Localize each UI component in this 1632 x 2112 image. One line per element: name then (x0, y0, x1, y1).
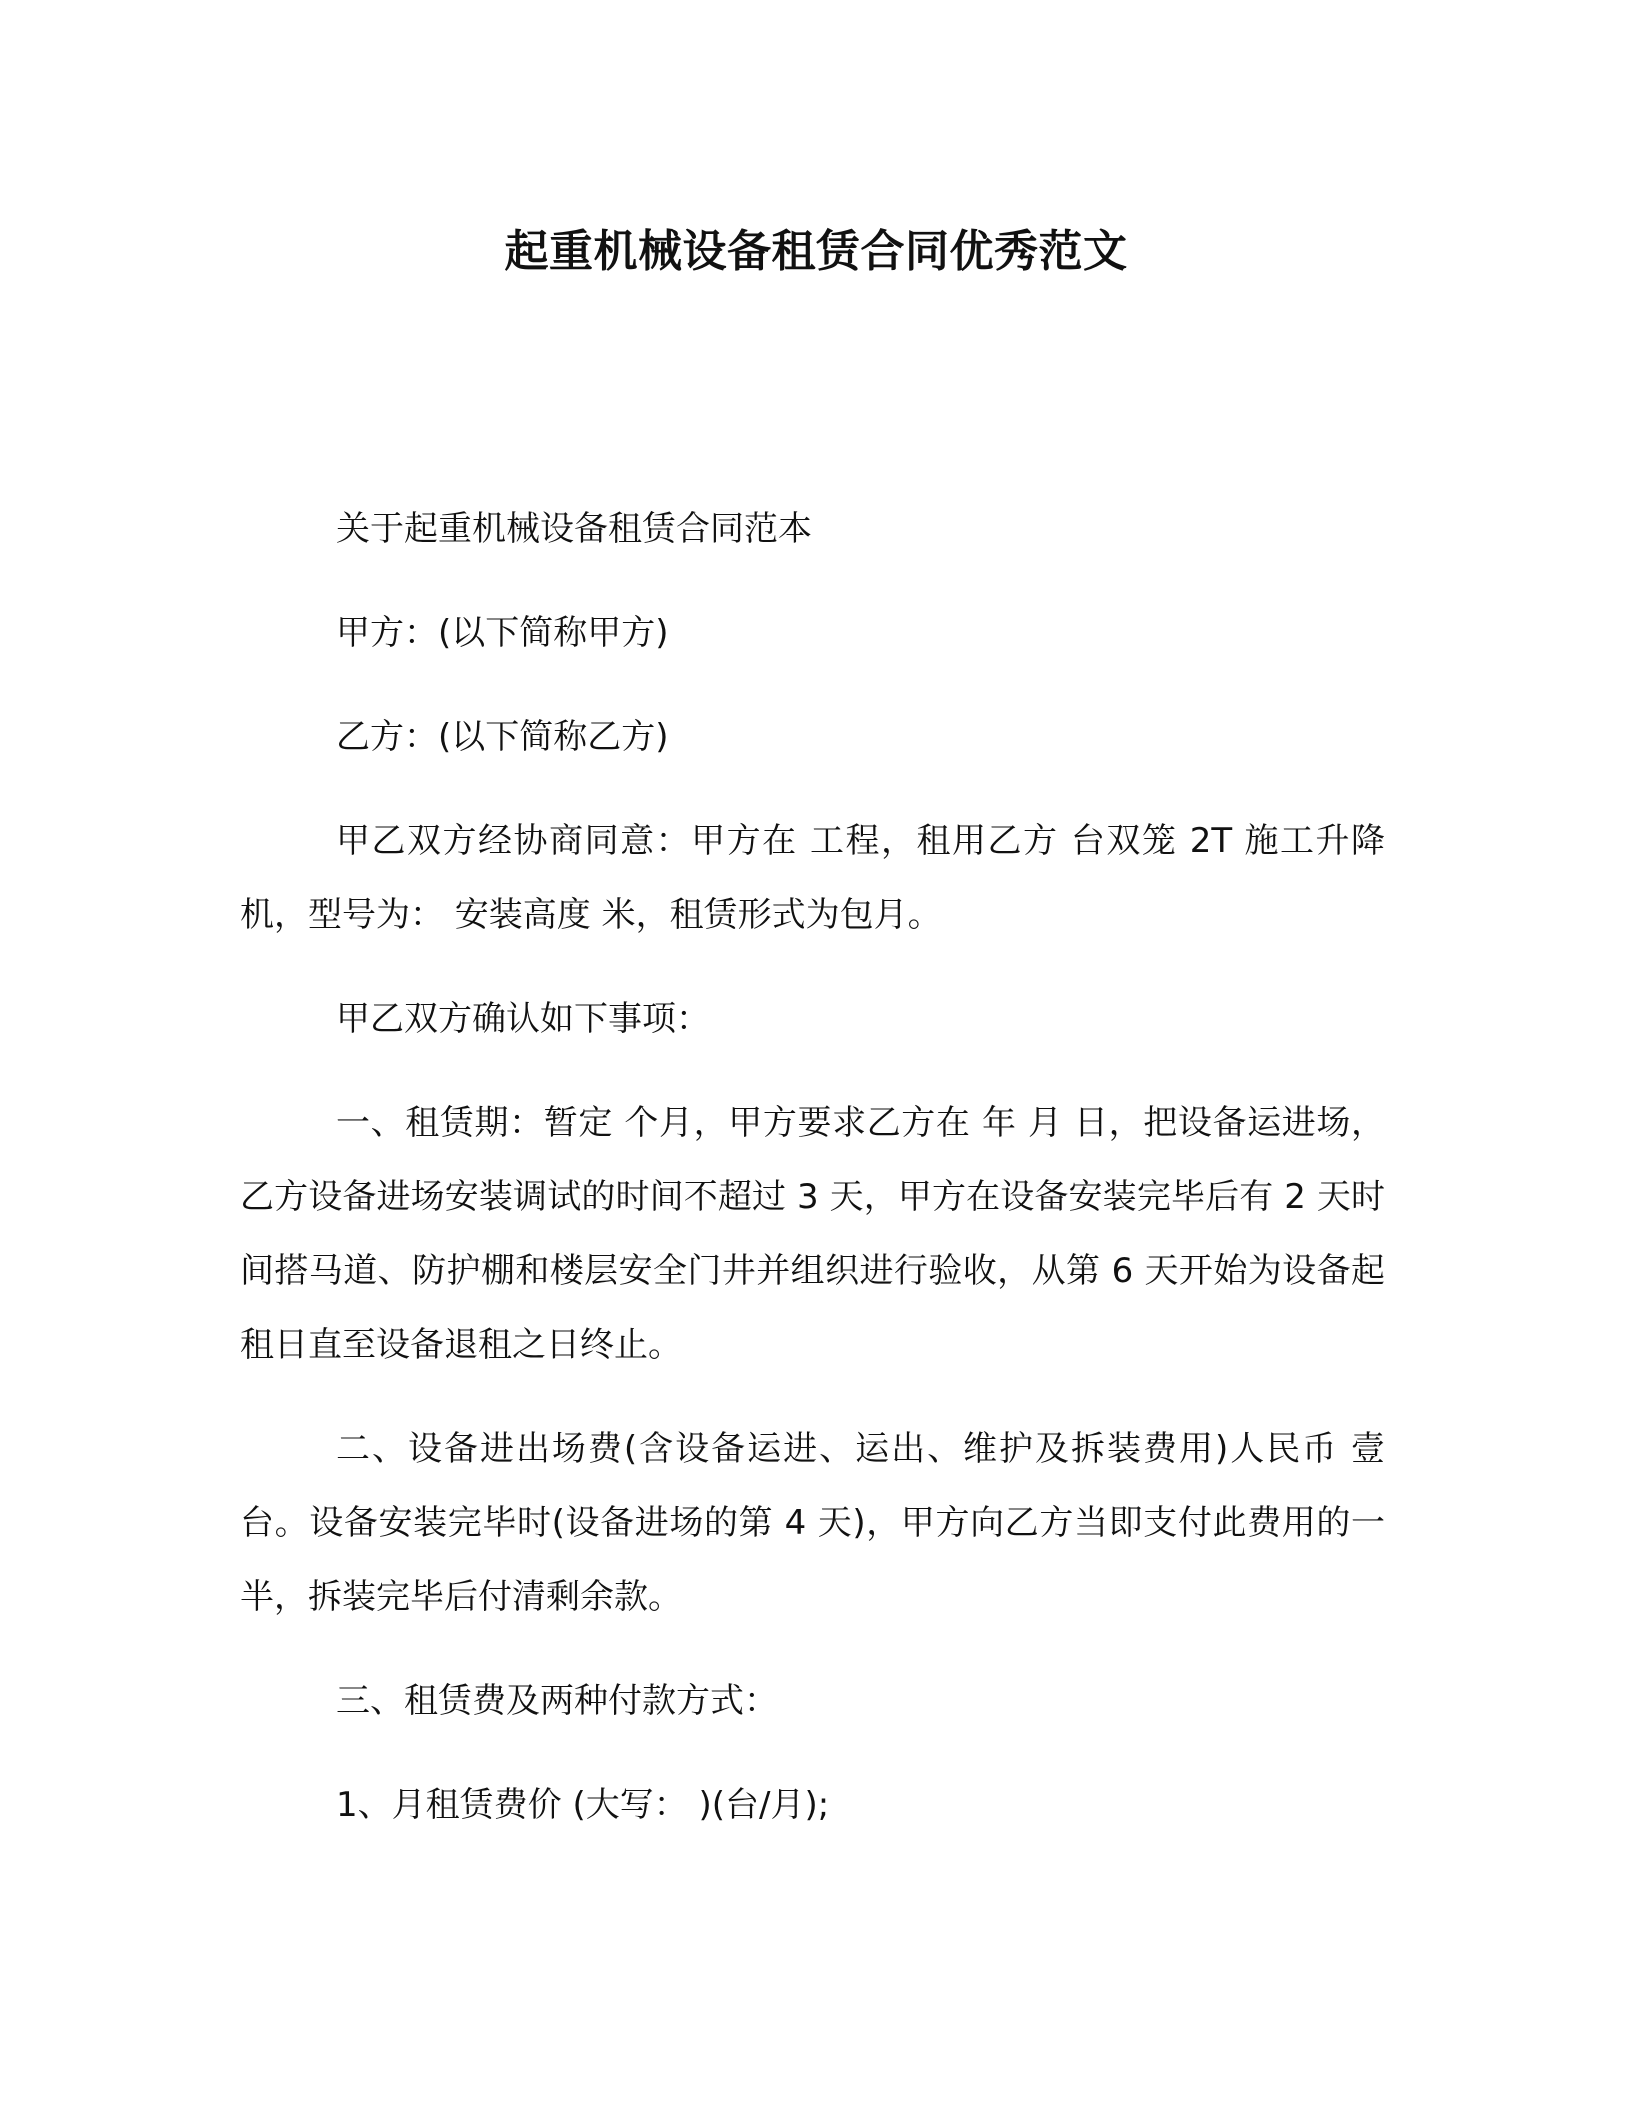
paragraph-heading: 关于起重机械设备租赁合同范本 (336, 509, 812, 549)
document-body (240, 492, 1385, 1872)
paragraph-party-b: 乙方：(以下简称乙方) (336, 717, 669, 757)
paragraph-clause-3: 三、租赁费及两种付款方式： (336, 1681, 778, 1721)
paragraph-clause-3-1: 1、月租赁费价 (大写： )(台/月); (336, 1785, 830, 1825)
paragraph-clause-2: 二、设备进出场费(含设备运进、运出、维护及拆装费用)人民币 壹台。设备安装完毕时(设备进场的第 4 天)，甲方向乙方当即支付此费用的一半，拆装完毕后付清剩余款。 (240, 1429, 1385, 1617)
document-title: 起重机械设备租赁合同优秀范文 (504, 226, 1128, 277)
paragraph-party-a: 甲方：(以下简称甲方) (336, 613, 669, 653)
paragraph-confirm: 甲乙双方确认如下事项： (336, 999, 710, 1039)
paragraph-agreement: 甲乙双方经协商同意：甲方在 工程，租用乙方 台双笼 2T 施工升降机，型号为： 安装高度 米，租赁形式为包月。 (240, 821, 1385, 935)
paragraph-clause-1: 一、租赁期：暂定 个月，甲方要求乙方在 年 月 日，把设备运进场，乙方设备进场安装调试的时间不超过 3 天，甲方在设备安装完毕后有 2 天时间搭马道、防护棚和楼层安全门井并组织进行验收，从第 6 天开始为设备起租日直至设备退租之日终止。 (240, 1103, 1385, 1365)
